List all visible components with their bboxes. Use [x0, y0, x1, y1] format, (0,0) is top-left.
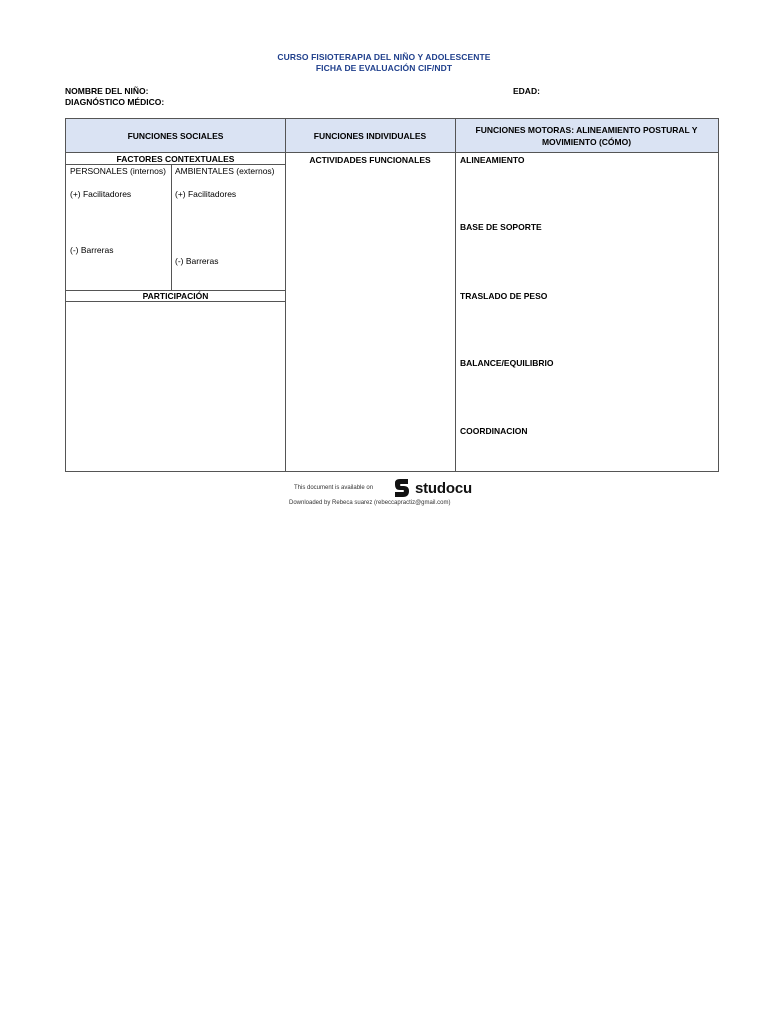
- divider: [171, 164, 172, 290]
- age-label: EDAD:: [513, 86, 540, 96]
- contextual-factors-label: FACTORES CONTEXTUALES: [116, 154, 235, 164]
- personal-facilitators-label: (+) Facilitadores: [70, 189, 132, 199]
- environmental-barriers-label: (-) Barreras: [175, 256, 219, 266]
- motor-item-balance: BALANCE/EQUILIBRIO: [460, 358, 554, 368]
- motor-item-coordination: COORDINACION: [460, 426, 528, 436]
- environmental-facilitators-label: (+) Facilitadores: [175, 189, 237, 199]
- footer-downloaded-text: Downloaded by Rebeca suarez (rebeccapractiz@gmail.com): [289, 500, 451, 506]
- footer-available-text: This document is available on: [294, 485, 374, 491]
- personal-barriers-label: (-) Barreras: [70, 245, 114, 255]
- header-individual-label: FUNCIONES INDIVIDUALES: [313, 130, 427, 141]
- diagnosis-label: DIAGNÓSTICO MÉDICO:: [65, 97, 165, 107]
- motor-item-base-support: BASE DE SOPORTE: [460, 222, 542, 232]
- participation-label: PARTICIPACIÓN: [142, 291, 209, 301]
- motor-item-weight-shift: TRASLADO DE PESO: [460, 291, 548, 301]
- personal-factors-label: PERSONALES (internos): [70, 166, 166, 176]
- header-individual-functions: [285, 119, 455, 153]
- motor-item-alignment: ALINEAMIENTO: [460, 155, 525, 165]
- form-subtitle: FICHA DE EVALUACIÓN CIF/NDT: [315, 63, 453, 73]
- header-social-label: FUNCIONES SOCIALES: [127, 130, 224, 141]
- header-motor-functions: [455, 119, 718, 153]
- header-social-functions: [66, 119, 285, 153]
- divider: [66, 164, 285, 165]
- header-motor-label: FUNCIONES MOTORAS: ALINEAMIENTO POSTURAL Y MOVIMIENTO (CÓMO): [475, 124, 698, 147]
- functional-activities-label: ACTIVIDADES FUNCIONALES: [309, 155, 431, 165]
- environmental-factors-label: AMBIENTALES (externos): [175, 166, 275, 176]
- form-title: CURSO FISIOTERAPIA DEL NIÑO Y ADOLESCENTE: [277, 52, 491, 62]
- studocu-brand-text: studocu: [415, 479, 472, 497]
- evaluation-table: [65, 118, 719, 472]
- studocu-logo[interactable]: [391, 477, 472, 499]
- divider: [285, 119, 286, 471]
- child-name-label: NOMBRE DEL NIÑO:: [65, 86, 149, 96]
- divider: [66, 301, 285, 302]
- divider: [455, 119, 456, 471]
- studocu-icon: [391, 477, 412, 499]
